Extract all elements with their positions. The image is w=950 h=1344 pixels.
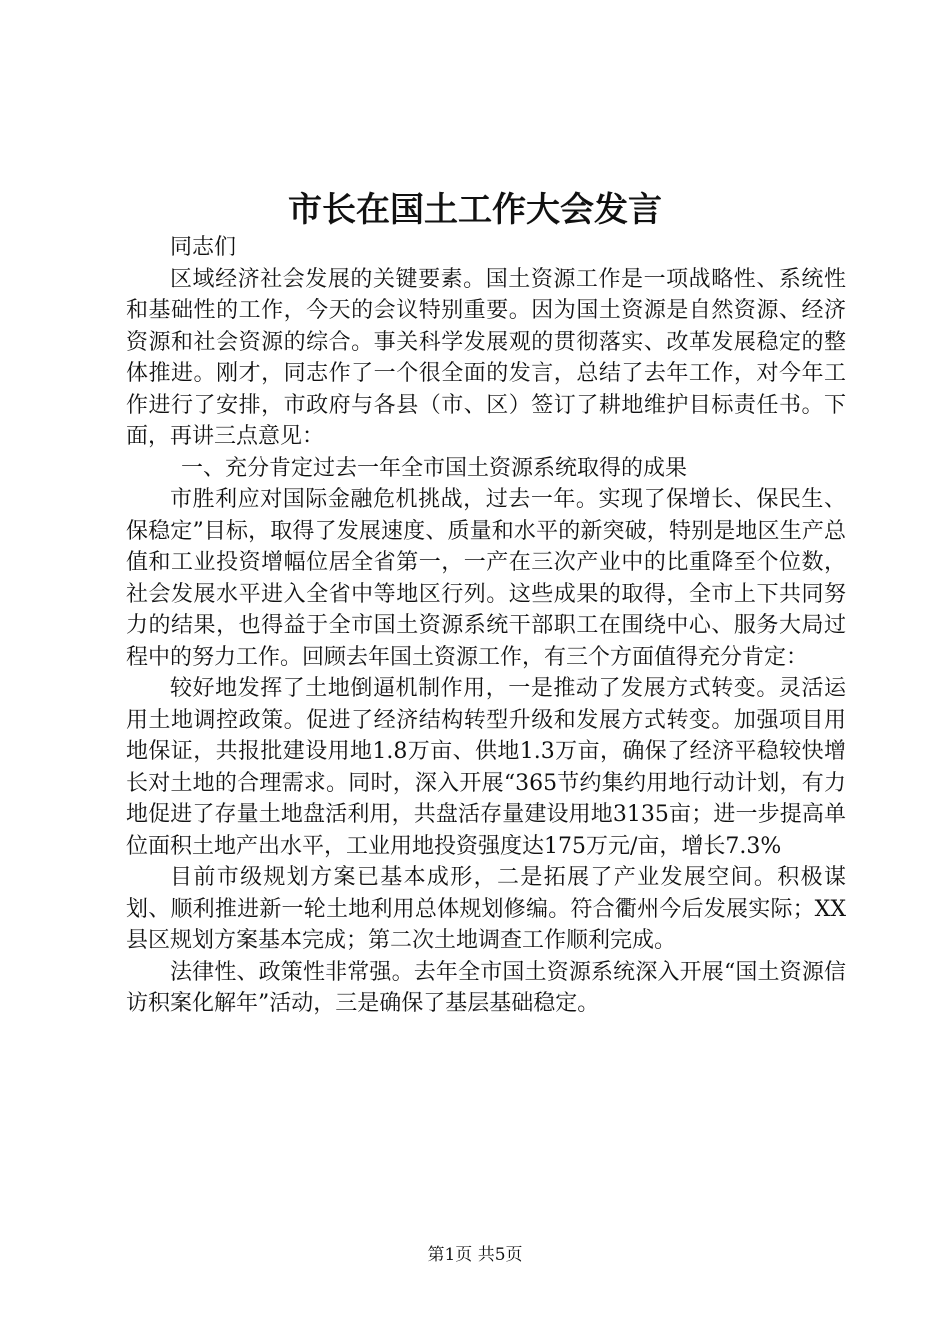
document-body xyxy=(126,232,846,1020)
section-heading-1: 一、充分肯定过去一年全市国土资源系统取得的成果 xyxy=(181,455,688,481)
intro-paragraph: 区域经济社会发展的关键要素。国土资源工作是一项战略性、系统性和基础性的工作，今天的会议特别重要。因为国土资源是自然资源、经济资源和社会资源的综合。事关科学发展观的贯彻落实、改革发展稳定的整体推进。刚才，同志作了一个很全面的发言，总结了去年工作，对今年工作进行了安排，市政府与各县（市、区）签订了耕地维护目标责任书。下面，再讲三点意见： xyxy=(126,266,846,449)
point-three-paragraph: 法律性、政策性非常强。去年全市国土资源系统深入开展“国土资源信访积案化解年”活动，三是确保了基层基础稳定。 xyxy=(126,959,846,1016)
point-two-paragraph: 目前市级规划方案已基本成形，二是拓展了产业发展空间。积极谋划、顺利推进新一轮土地利用总体规划修编。符合衢州今后发展实际；XX县区规划方案基本完成；第二次土地调查工作顺利完成。 xyxy=(126,865,846,953)
point-one-paragraph: 较好地发挥了土地倒逼机制作用，一是推动了发展方式转变。灵活运用土地调控政策。促进了经济结构转型升级和发展方式转变。加强项目用地保证，共报批建设用地1.8万亩、供地1.3万亩，确保了经济平稳较快增长对土地的合理需求。同时，深入开展“365节约集约用地行动计划，有力地促进了存量土地盘活利用，共盘活存量建设用地3135亩；进一步提高单位面积土地产出水平，工业用地投资强度达175万元/亩，增长7.3% xyxy=(126,676,846,859)
salutation: 同志们 xyxy=(170,235,237,260)
page-number-footer: 第1页 共5页 xyxy=(427,1245,523,1265)
document-title: 市长在国土工作大会发言 xyxy=(288,190,662,230)
achievements-paragraph: 市胜利应对国际金融危机挑战，过去一年。实现了保增长、保民生、保稳定”目标，取得了发展速度、质量和水平的新突破，特别是地区生产总值和工业投资增幅位居全省第一，一产在三次产业中的比重降至个位数，社会发展水平进入全省中等地区行列。这些成果的取得，全市上下共同努力的结果，也得益于全市国土资源系统干部职工在围绕中心、服务大局过程中的努力工作。回顾去年国土资源工作，有三个方面值得充分肯定： xyxy=(126,487,846,670)
